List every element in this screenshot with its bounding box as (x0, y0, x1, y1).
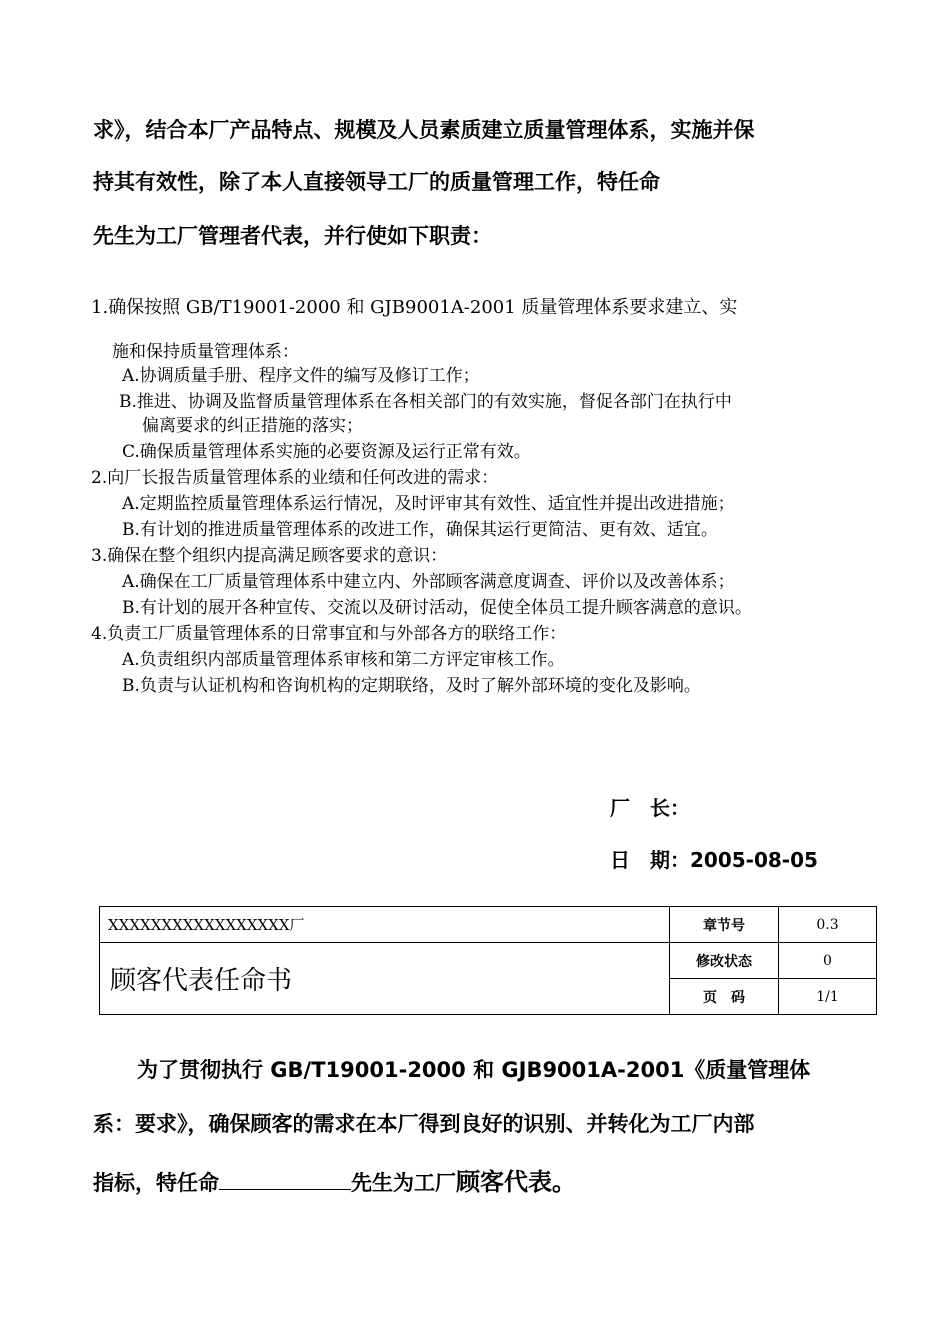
factory-name: XXXXXXXXXXXXXXXXX厂 (100, 907, 670, 943)
duty-3-b: B.有计划的展开各种宣传、交流以及研讨活动，促使全体员工提升顾客满意的意识。 (122, 598, 752, 618)
duty-1: 1.确保按照 GB/T19001-2000 和 GJB9001A-2001 质量管理体系要求建立、实 (91, 297, 738, 318)
duty-4: 4.负责工厂质量管理体系的日常事宜和与外部各方的联络工作： (91, 624, 567, 644)
duty-2-a: A.定期监控质量管理体系运行情况，及时评审其有效性、适宜性并提出改进措施； (122, 494, 735, 514)
intro-line-2: 持其有效性，除了本人直接领导工厂的质量管理工作，特任命 (93, 170, 660, 194)
duty-1-c: C.确保质量管理体系实施的必要资源及运行正常有效。 (122, 442, 531, 462)
duty-1-a: A.协调质量手册、程序文件的编写及修订工作； (122, 366, 480, 386)
intro-line-3: 先生为工厂管理者代表，并行使如下职责： (93, 224, 492, 248)
section-number-value: 0.3 (779, 907, 877, 943)
date-line (610, 844, 818, 873)
date-value: 2005-08-05 (690, 848, 818, 872)
revision-status-label: 修改状态 (670, 943, 779, 979)
duty-1-b-cont: 偏离要求的纠正措施的落实； (142, 416, 363, 436)
duty-4-b: B.负责与认证机构和咨询机构的定期联络，及时了解外部环境的变化及影响。 (122, 676, 701, 696)
duty-4-a: A.负责组织内部质量管理体系审核和第二方评定审核工作。 (122, 650, 565, 670)
section-number-label: 章节号 (670, 907, 779, 943)
duty-1-b: B.推进、协调及监督质量管理体系在各相关部门的有效实施，督促各部门在执行中 (119, 392, 732, 412)
duty-2-b: B.有计划的推进质量管理体系的改进工作，确保其运行更简洁、更有效、适宜。 (122, 520, 718, 540)
page-number-value: 1/1 (779, 979, 877, 1015)
date-label: 日 期： (610, 848, 690, 872)
document-header-table (99, 906, 877, 1015)
duty-2: 2.向厂长报告质量管理体系的业绩和任何改进的需求： (91, 468, 499, 488)
director-label: 厂 长： (610, 796, 690, 820)
appointee-blank (219, 1169, 351, 1190)
duty-1-cont: 施和保持质量管理体系： (112, 342, 299, 362)
body-line-1: 为了贯彻执行 GB/T19001-2000 和 GJB9001A-2001《质量管理体 (137, 1058, 811, 1082)
intro-line-1: 求》，结合本厂产品特点、规模及人员素质建立质量管理体系，实施并保 (93, 118, 755, 142)
duty-3-a: A.确保在工厂质量管理体系中建立内、外部顾客满意度调查、评价以及改善体系； (122, 572, 735, 592)
duty-3: 3.确保在整个组织内提高满足顾客要求的意识： (91, 546, 448, 566)
body-line-3: 指标，特任命 先生为工厂顾客代表。 (93, 1168, 576, 1196)
document-title: 顾客代表任命书 (100, 943, 670, 1015)
revision-status-value: 0 (779, 943, 877, 979)
body-line-2: 系：要求》，确保顾客的需求在本厂得到良好的识别、并转化为工厂内部 (93, 1112, 755, 1136)
page-number-label: 页 码 (670, 979, 779, 1015)
